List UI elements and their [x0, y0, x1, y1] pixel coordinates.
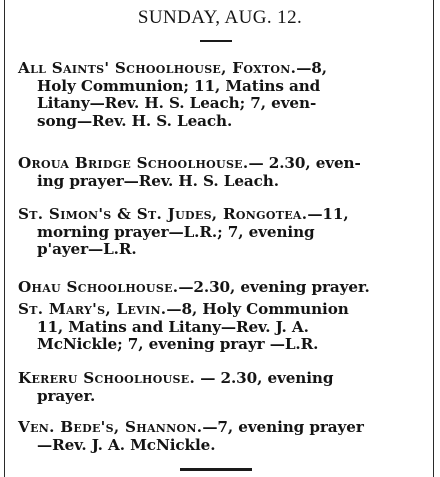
service-entry-ohau [18, 279, 428, 297]
service-entry-kereru [18, 370, 428, 405]
entry-line [18, 301, 428, 319]
entry-text: —8, [296, 59, 327, 77]
entry-place: All Saints' Schoolhouse, Foxton. [18, 59, 297, 77]
entry-text: —7, evening prayer [202, 418, 364, 436]
entry-line [18, 279, 428, 297]
entry-text: —8, Holy Communion [166, 300, 349, 318]
entry-line: McNickle; 7, evening prayr —L.R. [37, 335, 319, 353]
entry-text: —2.30, evening prayer. [178, 278, 370, 296]
entry-text: — 2.30, evening [195, 369, 334, 387]
service-entry-oroua-bridge [18, 155, 428, 190]
entry-place: Ven. Bede's, Shannon. [18, 418, 203, 436]
heading-divider [200, 40, 232, 42]
entry-place: Ohau Schoolhouse. [18, 278, 179, 296]
column-border-right [433, 0, 434, 477]
entry-line [18, 60, 428, 78]
entry-line [18, 419, 428, 437]
entry-text: —11, [307, 205, 349, 223]
column-border-left [4, 0, 5, 477]
entry-line: Litany—Rev. H. S. Leach; 7, even- [37, 94, 317, 112]
entry-line: song—Rev. H. S. Leach. [37, 111, 233, 130]
entry-line [18, 155, 428, 173]
entry-line [18, 206, 428, 224]
entry-text: — 2.30, even- [248, 154, 361, 172]
entry-place: St. Simon's & St. Judes, Rongotea. [18, 205, 308, 223]
entry-line: —Rev. J. A. McNickle. [37, 435, 216, 454]
entry-line [18, 370, 428, 388]
entry-line: prayer. [37, 386, 96, 405]
entry-place: Kereru Schoolhouse. [18, 369, 196, 387]
closing-divider [180, 468, 252, 471]
page-title: SUNDAY, AUG. 12. [137, 7, 303, 28]
entry-line: morning prayer—L.R.; 7, evening [37, 222, 315, 241]
service-entry-st-marys [18, 301, 428, 354]
service-entry-st-simons [18, 206, 428, 259]
entry-line: ing prayer—Rev. H. S. Leach. [37, 171, 279, 190]
entry-line: p'ayer—L.R. [37, 240, 137, 258]
entry-line: Holy Communion; 11, Matins and [37, 76, 321, 95]
entry-line: 11, Matins and Litany—Rev. J. A. [37, 317, 309, 336]
entry-place: St. Mary's, Levin. [18, 300, 167, 318]
entry-place: Oroua Bridge Schoolhouse. [18, 154, 249, 172]
service-entry-ven-bedes [18, 419, 428, 454]
service-entry-all-saints [18, 60, 428, 130]
